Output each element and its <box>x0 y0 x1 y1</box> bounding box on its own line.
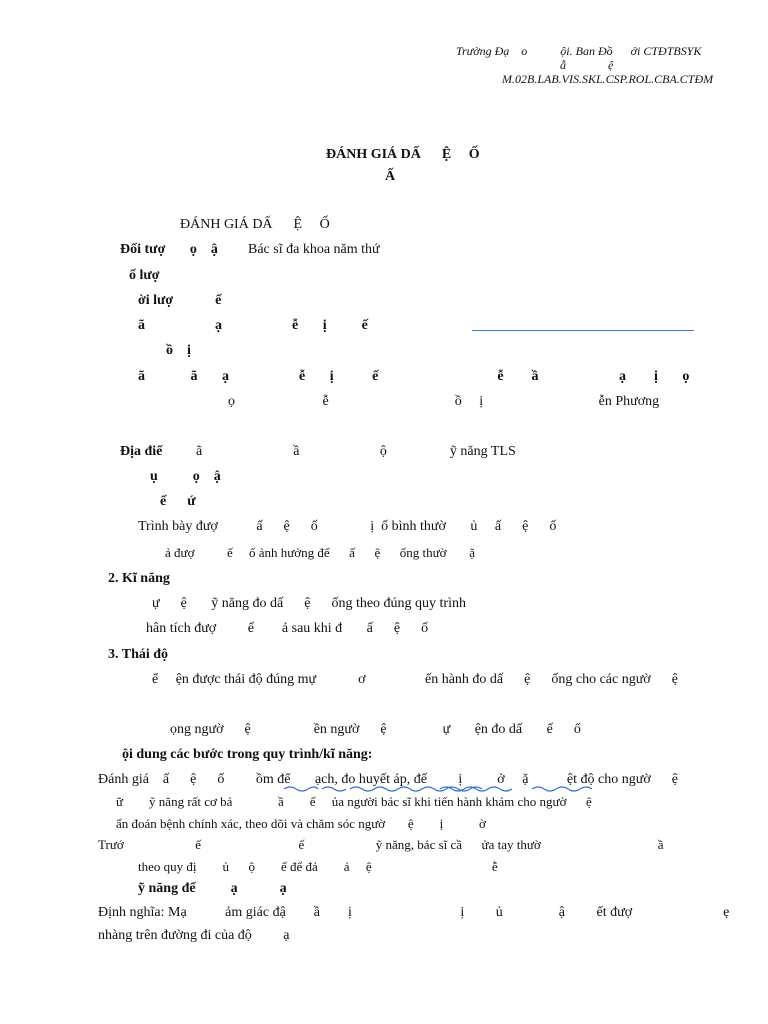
target-audience-label: Đối tượ ọ ậ <box>120 242 218 257</box>
attitude-heading: 3. Thái độ <box>108 647 169 662</box>
header-code: M.02B.LAB.VIS.SKL.CSP.ROL.CBA.CTĐM <box>502 72 714 86</box>
content-paragraph-3: ẩn đoán bệnh chính xác, theo dõi và chăm sóc ngườ ệ ị ờ <box>116 816 486 831</box>
content-paragraph-4: Trướ ế ế ỹ năng, bác sĩ cầ ửa tay thườ ầ <box>98 837 664 852</box>
learning-objectives-label: ụ ọ ậ <box>150 469 221 484</box>
skills-item-2: hân tích đượ ế ả sau khi đ ấ ệ ố <box>146 621 429 636</box>
definition-line-2: nhàng trên đường đi của độ ạ <box>98 928 290 943</box>
info-line-b1: ã ã ạ ễ ị ế ễ ầ ạ ị ọ <box>138 369 690 384</box>
duration-label: ời lượ ế <box>138 293 222 308</box>
knowledge-label: ế ứ <box>160 494 196 509</box>
knowledge-item-2: ả đượ ế ố ảnh hưởng đế ấ ệ ống thườ ặ <box>165 545 476 560</box>
location-label: Địa điể <box>120 444 163 459</box>
quantity-label: ố lượ <box>129 268 160 283</box>
document-title-line2: Ấ <box>385 169 396 184</box>
header-subline: ẫ ệ <box>560 58 614 72</box>
content-paragraph-1: Đánh giá ấ ệ ố ồm để ạch, đo huyết áp, đế ị ở ặ ệt độ cho ngườ ệ <box>98 772 678 787</box>
info-line-b2: ọ ễ ồ ị ễn Phương <box>228 394 660 409</box>
content-paragraph-2: ữ ỹ năng rất cơ bả ầ ế ủa người bác sĩ khi tiến hành khám cho ngườ ệ <box>116 794 592 809</box>
skills-item-1: ự ệ ỹ năng đo dấ ệ ống theo đúng quy trình <box>152 596 466 611</box>
definition-line-1: Định nghĩa: Mạ ảm giác đậ ầ ị ị ủ ậ ết đượ ẹ <box>98 905 730 920</box>
info-line-a2: ồ ị <box>166 343 191 358</box>
skills-heading: 2. Kĩ năng <box>108 571 170 586</box>
document-title: ĐÁNH GIÁ DẤ Ệ Ố <box>326 147 480 162</box>
content-heading: ội dung các bước trong quy trình/kĩ năng: <box>122 747 373 762</box>
content-paragraph-5: theo quy đị ủ ộ ế để đả ả ệ ễ <box>138 859 498 874</box>
header-institution: Trường Đạ o ội. Ban Đồ ới CTĐTBSYK <box>456 44 702 58</box>
attitude-item-2: ọng ngườ ệ ền ngườ ệ ự ện đo dấ ế ố <box>170 722 581 737</box>
attitude-item-1: ể ện được thái độ đúng mự ơ ến hành đo dấ ệ ống cho các ngườ ệ <box>152 672 678 687</box>
info-line-a1: ã ạ ễ ị ế <box>138 318 368 333</box>
knowledge-item-1: Trình bày đượ ấ ệ ố ị ố bình thườ ủ ấ ệ ố <box>138 519 557 534</box>
skill-subheading: ỹ năng đế ạ ạ <box>138 881 287 896</box>
section-heading: ĐÁNH GIÁ DẤ Ệ Ố <box>180 217 330 232</box>
target-audience-value: Bác sĩ đa khoa năm thứ <box>248 242 380 257</box>
location-value: ã ầ ộ ỹ năng TLS <box>196 444 516 459</box>
